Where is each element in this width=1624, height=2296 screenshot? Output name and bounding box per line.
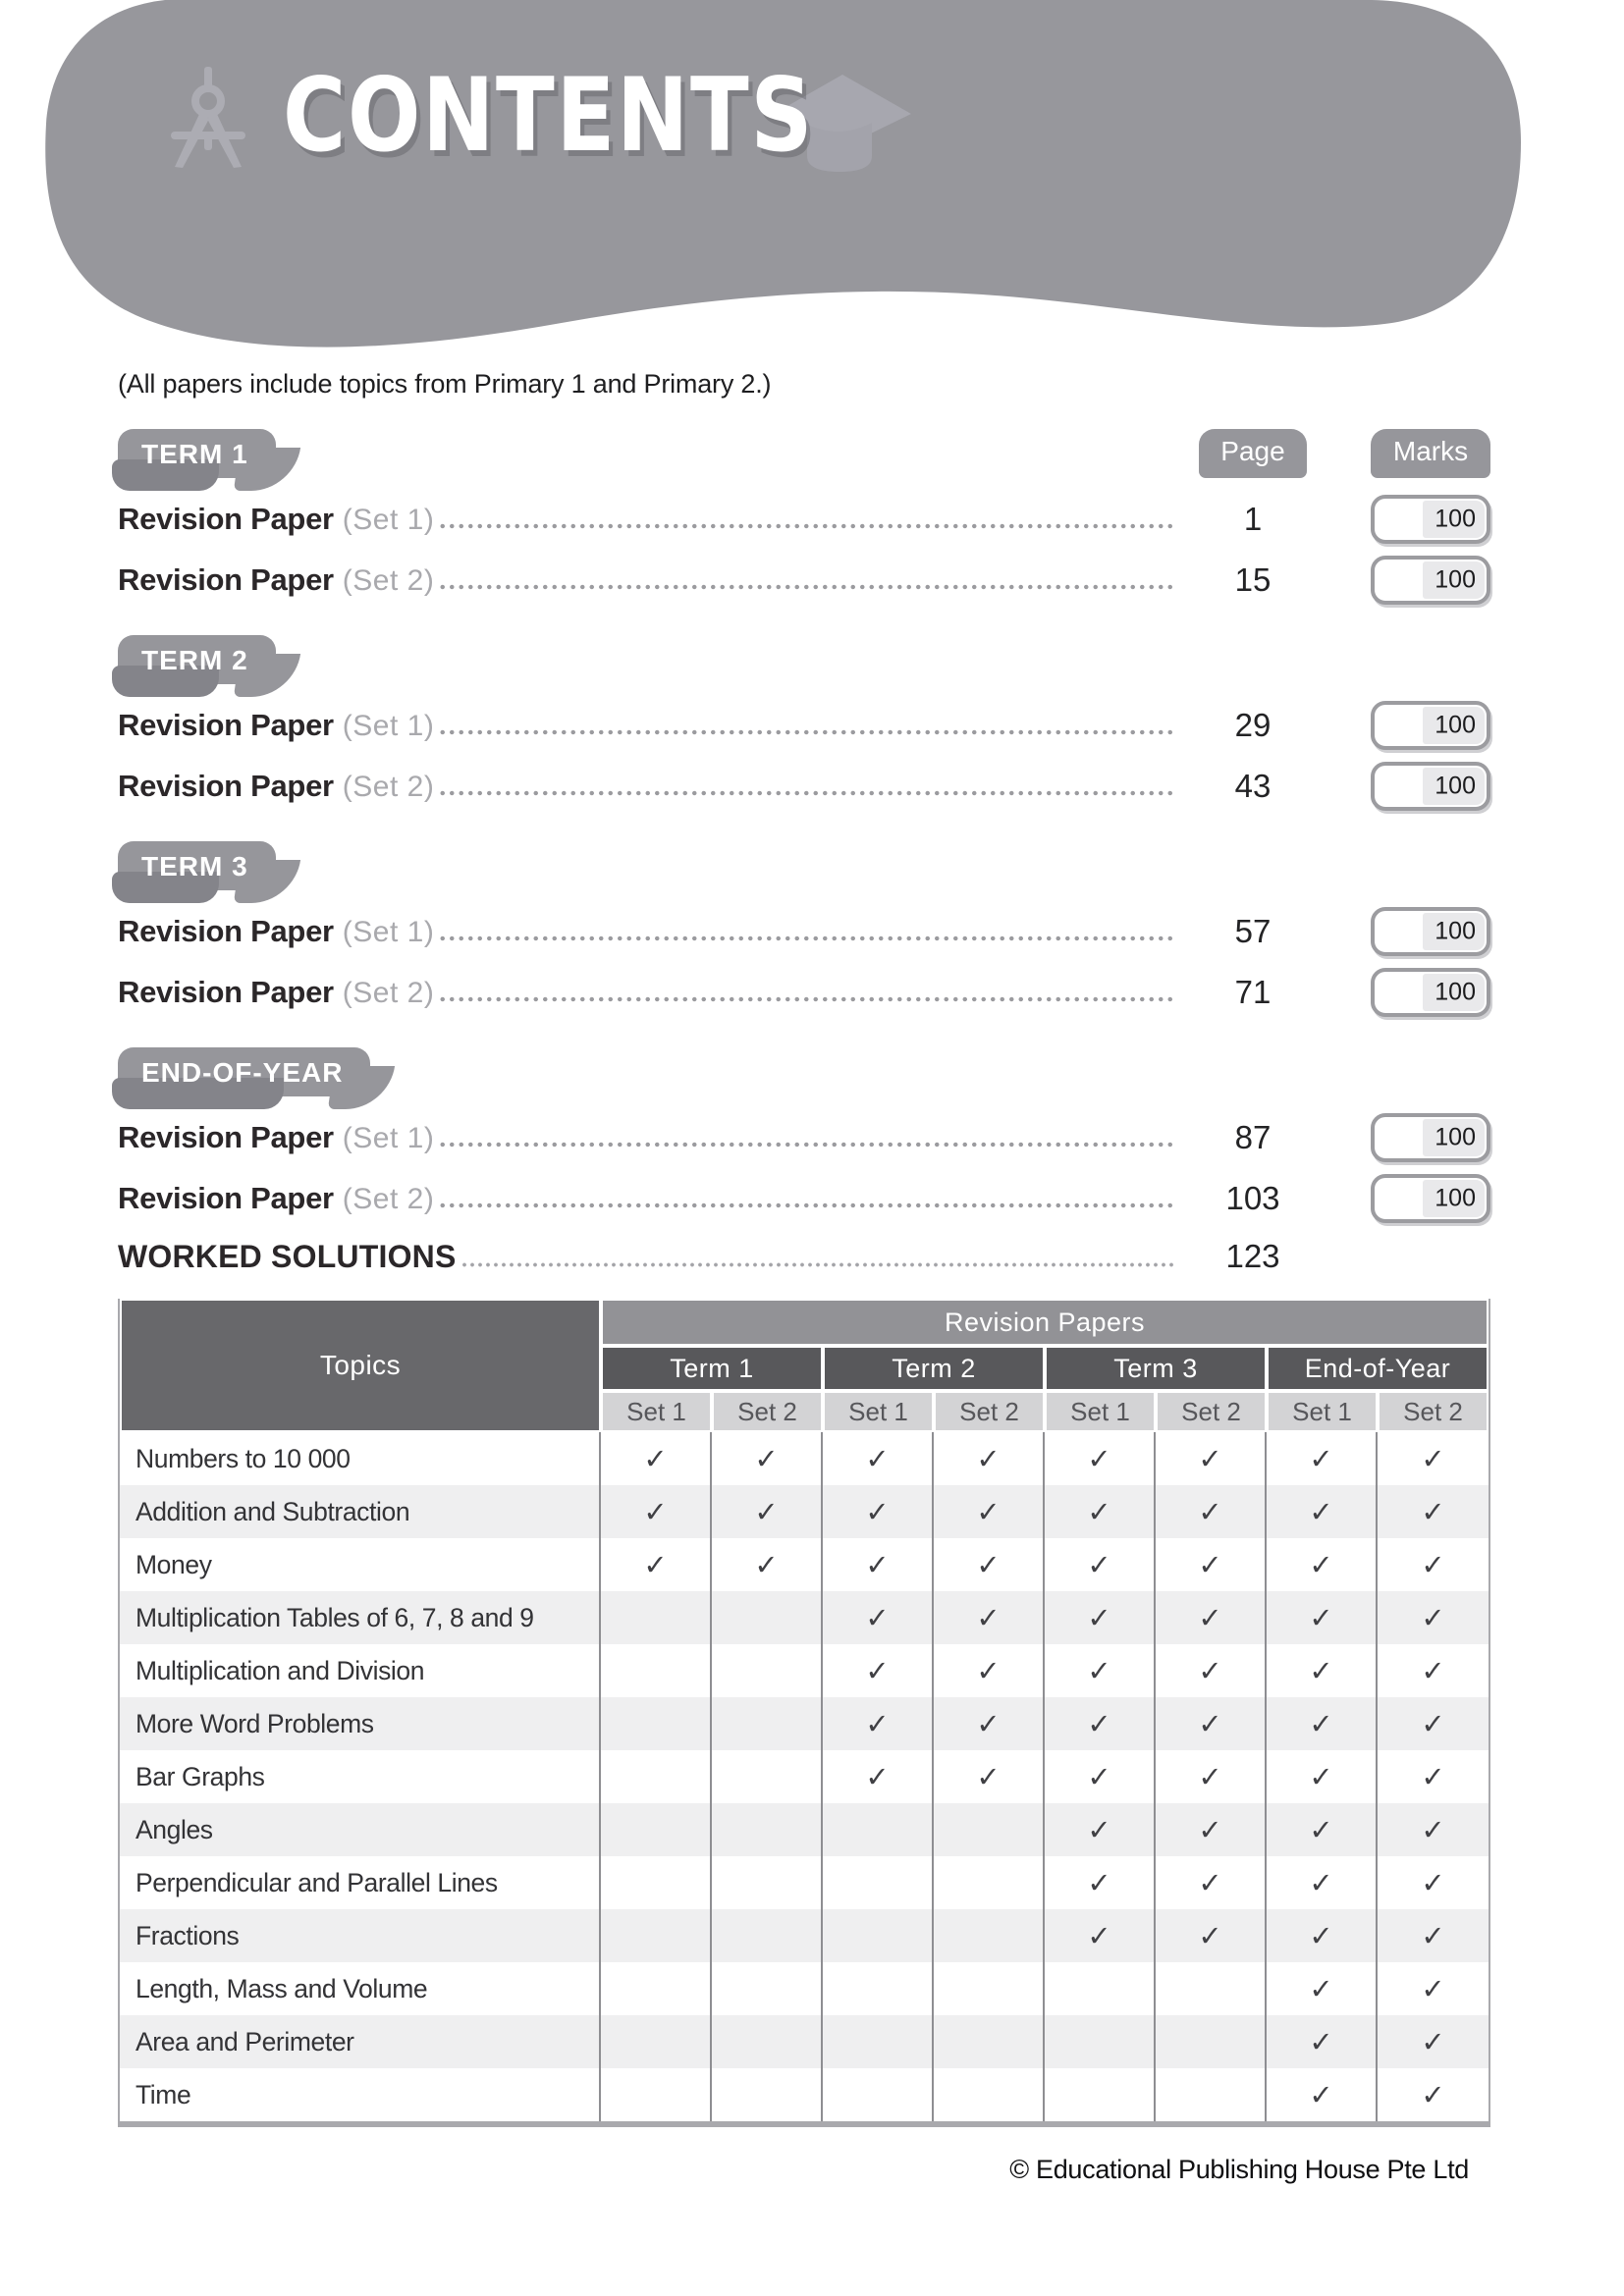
dotted-leader xyxy=(438,502,1174,535)
revision-papers-header-cell: Revision Papers xyxy=(603,1301,1487,1344)
marks-value: 100 xyxy=(1435,1184,1476,1212)
section-header-term-1 xyxy=(118,429,1490,478)
end-of-year-badge: END-OF-YEAR xyxy=(118,1047,370,1096)
check-cell: ✓ xyxy=(1156,1591,1267,1644)
topics-table xyxy=(118,1299,1490,2127)
marks-value: 100 xyxy=(1435,978,1476,1006)
entry-set-label: (Set 2) xyxy=(342,977,435,1009)
check-cell: ✓ xyxy=(1267,2068,1378,2121)
check-cell: ✓ xyxy=(712,1485,823,1538)
entry-page-number: 71 xyxy=(1234,974,1272,1010)
dotted-leader xyxy=(438,1120,1174,1153)
empty-cell xyxy=(601,1750,712,1803)
set-header-2: Set 2 xyxy=(714,1393,821,1430)
check-cell: ✓ xyxy=(712,1432,823,1485)
check-cell: ✓ xyxy=(1378,1485,1489,1538)
topic-cell: Numbers to 10 000 xyxy=(120,1432,601,1485)
check-cell: ✓ xyxy=(601,1485,712,1538)
check-cell: ✓ xyxy=(1378,1591,1489,1644)
entry-set-label: (Set 2) xyxy=(342,564,435,597)
page-column-header: Page xyxy=(1199,429,1307,478)
empty-cell xyxy=(934,1856,1045,1909)
topic-cell: Time xyxy=(120,2068,601,2121)
check-cell: ✓ xyxy=(1156,1538,1267,1591)
intro-note: (All papers include topics from Primary 1 and Primary 2.) xyxy=(118,369,772,399)
empty-cell xyxy=(712,2015,823,2068)
check-cell: ✓ xyxy=(934,1538,1045,1591)
dotted-leader xyxy=(438,1181,1174,1214)
check-cell: ✓ xyxy=(1045,1485,1156,1538)
check-cell: ✓ xyxy=(1378,2015,1489,2068)
check-cell: ✓ xyxy=(1045,1591,1156,1644)
entry-set-label: (Set 1) xyxy=(342,710,435,742)
check-cell: ✓ xyxy=(823,1591,934,1644)
entry-title: Revision Paper xyxy=(118,502,334,536)
check-cell: ✓ xyxy=(1045,1538,1156,1591)
check-cell: ✓ xyxy=(934,1697,1045,1750)
topic-cell: Angles xyxy=(120,1803,601,1856)
page-title: CONTENTS xyxy=(283,57,815,175)
empty-cell xyxy=(601,1962,712,2015)
marks-box xyxy=(1371,968,1490,1017)
marks-box xyxy=(1371,701,1490,750)
toc-entry xyxy=(118,1110,1490,1165)
term-3-badge: TERM 3 xyxy=(118,841,276,890)
check-cell: ✓ xyxy=(1267,1697,1378,1750)
check-cell: ✓ xyxy=(934,1750,1045,1803)
topic-cell: Multiplication Tables of 6, 7, 8 and 9 xyxy=(120,1591,601,1644)
dotted-leader xyxy=(438,975,1174,1008)
set-header-4: Set 2 xyxy=(936,1393,1043,1430)
empty-cell xyxy=(823,1909,934,1962)
empty-cell xyxy=(712,1962,823,2015)
term-1-badge: TERM 1 xyxy=(118,429,276,478)
dotted-leader xyxy=(438,914,1174,947)
check-cell: ✓ xyxy=(1421,1548,1445,1581)
entry-page-number: 43 xyxy=(1234,768,1272,804)
check-cell: ✓ xyxy=(1045,1697,1156,1750)
set-header-7: Set 1 xyxy=(1269,1393,1376,1430)
empty-cell xyxy=(1045,1962,1156,2015)
empty-cell xyxy=(712,1697,823,1750)
entry-page-number: 1 xyxy=(1243,501,1263,537)
empty-cell xyxy=(823,2015,934,2068)
check-cell: ✓ xyxy=(1378,1909,1489,1962)
check-cell: ✓ xyxy=(1156,1750,1267,1803)
check-cell: ✓ xyxy=(1267,1591,1378,1644)
toc-entry xyxy=(118,965,1490,1020)
empty-cell xyxy=(601,1697,712,1750)
marks-box xyxy=(1371,907,1490,956)
contents-body xyxy=(0,355,1624,2185)
marks-value: 100 xyxy=(1435,711,1476,739)
empty-cell xyxy=(823,1803,934,1856)
empty-cell xyxy=(601,1856,712,1909)
topic-cell: Money xyxy=(120,1538,601,1591)
entry-title: Revision Paper xyxy=(118,708,334,742)
empty-cell xyxy=(823,2068,934,2121)
dotted-leader xyxy=(438,708,1174,741)
entry-page-number: 29 xyxy=(1234,707,1272,743)
set-header-3: Set 1 xyxy=(825,1393,932,1430)
copyright-notice: © Educational Publishing House Pte Ltd xyxy=(1009,2155,1469,2184)
check-cell: ✓ xyxy=(1045,1750,1156,1803)
check-cell: ✓ xyxy=(823,1485,934,1538)
empty-cell xyxy=(934,1803,1045,1856)
check-cell: ✓ xyxy=(1156,1909,1267,1962)
check-cell: ✓ xyxy=(1378,1803,1489,1856)
toc-entry xyxy=(118,904,1490,959)
marks-column-header: Marks xyxy=(1371,429,1490,478)
check-cell: ✓ xyxy=(1267,1644,1378,1697)
entry-title: Revision Paper xyxy=(118,769,334,803)
empty-cell xyxy=(712,1644,823,1697)
check-cell: ✓ xyxy=(1267,1750,1378,1803)
empty-cell xyxy=(601,1803,712,1856)
worked-solutions-entry xyxy=(118,1232,1490,1281)
entry-set-label: (Set 1) xyxy=(342,1122,435,1154)
entry-title: Revision Paper xyxy=(118,562,334,597)
entry-title: Revision Paper xyxy=(118,914,334,948)
marks-box xyxy=(1371,1113,1490,1162)
check-cell: ✓ xyxy=(823,1432,934,1485)
check-cell: ✓ xyxy=(1156,1856,1267,1909)
empty-cell xyxy=(823,1856,934,1909)
marks-box xyxy=(1371,556,1490,605)
check-cell: ✓ xyxy=(1267,1538,1378,1591)
entry-page-number: 15 xyxy=(1234,561,1272,598)
check-cell: ✓ xyxy=(823,1538,934,1591)
check-cell: ✓ xyxy=(1267,1909,1378,1962)
check-cell: ✓ xyxy=(1421,1972,1445,2005)
check-cell: ✓ xyxy=(1267,1432,1378,1485)
check-cell: ✓ xyxy=(1267,2015,1378,2068)
empty-cell xyxy=(1156,1962,1267,2015)
entry-page-number: 103 xyxy=(1225,1180,1280,1216)
empty-cell xyxy=(601,2068,712,2121)
section-header-term-2 xyxy=(118,635,1490,684)
check-cell: ✓ xyxy=(601,1538,712,1591)
entry-page-number: 123 xyxy=(1225,1238,1280,1274)
toc-entry xyxy=(118,698,1490,753)
empty-cell xyxy=(712,1803,823,1856)
check-cell: ✓ xyxy=(934,1485,1045,1538)
worked-solutions-title: WORKED SOLUTIONS xyxy=(118,1238,457,1274)
empty-cell xyxy=(601,1591,712,1644)
empty-cell xyxy=(934,2068,1045,2121)
empty-cell xyxy=(712,2068,823,2121)
entry-title: Revision Paper xyxy=(118,975,334,1009)
check-cell: ✓ xyxy=(934,1591,1045,1644)
set-header-1: Set 1 xyxy=(603,1393,710,1430)
empty-cell xyxy=(934,1909,1045,1962)
topic-cell: Bar Graphs xyxy=(120,1750,601,1803)
check-cell: ✓ xyxy=(1421,1654,1445,1687)
term-header-4: End-of-Year xyxy=(1269,1348,1487,1389)
check-cell: ✓ xyxy=(1267,1485,1378,1538)
marks-box xyxy=(1371,762,1490,811)
set-header-8: Set 2 xyxy=(1380,1393,1487,1430)
check-cell: ✓ xyxy=(1045,1432,1156,1485)
topic-cell: Fractions xyxy=(120,1909,601,1962)
check-cell: ✓ xyxy=(1045,1644,1156,1697)
check-cell: ✓ xyxy=(1156,1803,1267,1856)
section-header-term-3 xyxy=(118,841,1490,890)
entry-set-label: (Set 1) xyxy=(342,916,435,948)
section-header-end-of-year xyxy=(118,1047,1490,1096)
check-cell: ✓ xyxy=(934,1644,1045,1697)
topic-cell: Area and Perimeter xyxy=(120,2015,601,2068)
check-cell: ✓ xyxy=(1267,1856,1378,1909)
dotted-leader xyxy=(438,562,1174,596)
term-header-2: Term 2 xyxy=(825,1348,1043,1389)
empty-cell xyxy=(601,1644,712,1697)
entry-set-label: (Set 1) xyxy=(342,504,435,536)
topic-cell: Addition and Subtraction xyxy=(120,1485,601,1538)
check-cell: ✓ xyxy=(823,1644,934,1697)
topic-cell: Length, Mass and Volume xyxy=(120,1962,601,2015)
entry-set-label: (Set 2) xyxy=(342,1183,435,1215)
empty-cell xyxy=(934,1962,1045,2015)
entry-title: Revision Paper xyxy=(118,1181,334,1215)
term-header-3: Term 3 xyxy=(1047,1348,1265,1389)
term-header-1: Term 1 xyxy=(603,1348,821,1389)
marks-value: 100 xyxy=(1435,505,1476,533)
marks-value: 100 xyxy=(1435,565,1476,594)
check-cell: ✓ xyxy=(1045,1909,1156,1962)
check-cell: ✓ xyxy=(1156,1432,1267,1485)
check-cell: ✓ xyxy=(1156,1485,1267,1538)
empty-cell xyxy=(712,1909,823,1962)
check-cell: ✓ xyxy=(823,1697,934,1750)
toc-entry xyxy=(118,553,1490,608)
topic-cell: Perpendicular and Parallel Lines xyxy=(120,1856,601,1909)
check-cell: ✓ xyxy=(1378,1697,1489,1750)
empty-cell xyxy=(1045,2015,1156,2068)
topics-header-cell: Topics xyxy=(122,1301,599,1430)
empty-cell xyxy=(601,2015,712,2068)
term-2-badge: TERM 2 xyxy=(118,635,276,684)
check-cell: ✓ xyxy=(601,1432,712,1485)
check-cell: ✓ xyxy=(1156,1644,1267,1697)
empty-cell xyxy=(823,1962,934,2015)
check-cell: ✓ xyxy=(934,1432,1045,1485)
entry-title: Revision Paper xyxy=(118,1120,334,1154)
check-cell: ✓ xyxy=(1421,1442,1445,1475)
empty-cell xyxy=(1156,2015,1267,2068)
check-cell: ✓ xyxy=(1045,1803,1156,1856)
dotted-leader xyxy=(438,769,1174,802)
empty-cell xyxy=(712,1591,823,1644)
check-cell: ✓ xyxy=(823,1750,934,1803)
marks-value: 100 xyxy=(1435,772,1476,800)
empty-cell xyxy=(1045,2068,1156,2121)
check-cell: ✓ xyxy=(1421,2078,1445,2111)
check-cell: ✓ xyxy=(1045,1856,1156,1909)
entry-page-number: 87 xyxy=(1234,1119,1272,1155)
toc-entry xyxy=(118,1171,1490,1226)
marks-value: 100 xyxy=(1435,1123,1476,1151)
empty-cell xyxy=(601,1909,712,1962)
dotted-leader xyxy=(460,1240,1174,1273)
check-cell: ✓ xyxy=(1156,1697,1267,1750)
check-cell: ✓ xyxy=(1421,1760,1445,1793)
toc-entry xyxy=(118,492,1490,547)
empty-cell xyxy=(712,1856,823,1909)
marks-box xyxy=(1371,495,1490,544)
marks-value: 100 xyxy=(1435,917,1476,945)
topic-cell: More Word Problems xyxy=(120,1697,601,1750)
check-cell: ✓ xyxy=(1267,1962,1378,2015)
entry-page-number: 57 xyxy=(1234,913,1272,949)
toc-entry xyxy=(118,759,1490,814)
set-header-5: Set 1 xyxy=(1047,1393,1154,1430)
empty-cell xyxy=(712,1750,823,1803)
empty-cell xyxy=(934,2015,1045,2068)
set-header-6: Set 2 xyxy=(1158,1393,1265,1430)
empty-cell xyxy=(1156,2068,1267,2121)
check-cell: ✓ xyxy=(712,1538,823,1591)
entry-set-label: (Set 2) xyxy=(342,771,435,803)
topic-cell: Multiplication and Division xyxy=(120,1644,601,1697)
check-cell: ✓ xyxy=(1421,1866,1445,1899)
check-cell: ✓ xyxy=(1267,1803,1378,1856)
marks-box xyxy=(1371,1174,1490,1223)
header-banner xyxy=(0,0,1624,355)
